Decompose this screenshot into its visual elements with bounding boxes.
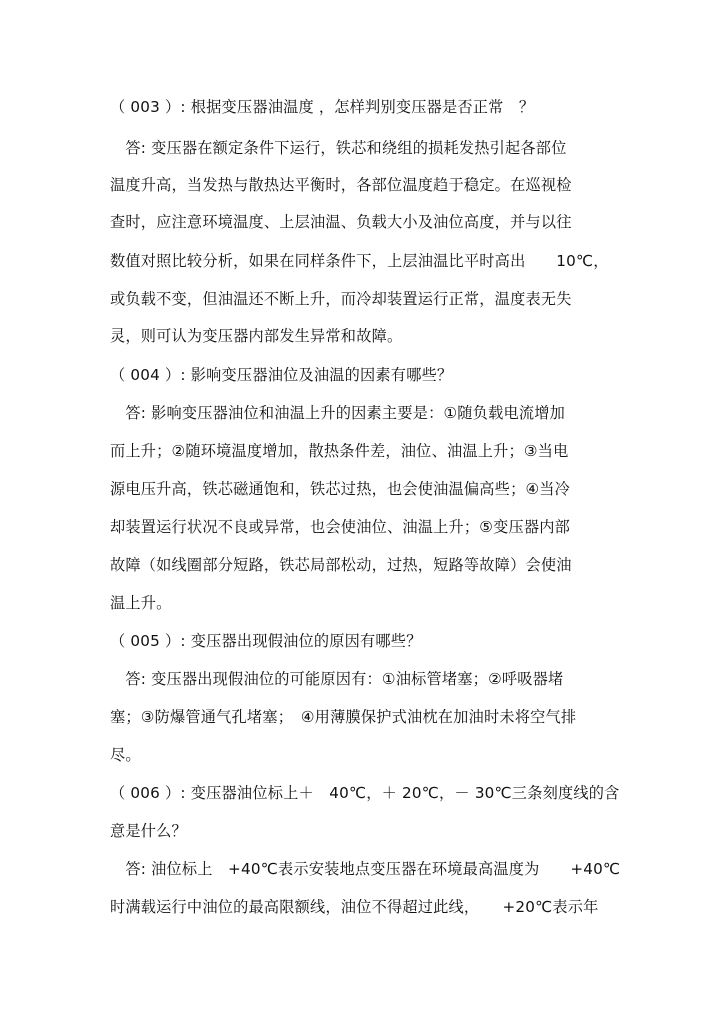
answer-006-line-1: 答: 油位标上 +40℃表示安装地点变压器在环境最高温度为 +40℃ (110, 860, 621, 878)
answer-003-line-5: 或负载不变，但油温还不断上升，而冷却装置运行正常，温度表无失 (110, 290, 572, 308)
answer-005-line-1: 答: 变压器出现假油位的可能原因有：①油标管堵塞；②呼吸器堵 (110, 670, 564, 688)
answer-004-line-4: 却装置运行状况不良或异常，也会使油位、油温上升；⑤变压器内部 (110, 518, 571, 536)
answer-004-line-6: 温上升。 (110, 594, 172, 612)
answer-006-line-2: 时满载运行中油位的最高限额线，油位不得超过此线， +20℃表示年 (110, 898, 599, 916)
answer-003-line-2: 温度升高，当发热与散热达平衡时，各部位温度趋于稳定。在巡视检 (110, 176, 572, 194)
question-006-line-1: （ 006 ）: 变压器油位标上＋ 40℃，＋ 20℃，－ 30℃三条刻度线的含 (110, 784, 620, 802)
answer-005-line-3: 尽。 (110, 746, 141, 764)
question-003: （ 003 ）: 根据变压器油温度 ，怎样判别变压器是否正常 ？ (110, 98, 535, 116)
answer-004-line-1: 答: 影响变压器油位和油温上升的因素主要是：①随负载电流增加 (110, 404, 566, 422)
answer-004-line-5: 故障（如线圈部分短路，铁芯局部松动，过热，短路等故障）会使油 (110, 556, 572, 574)
answer-004-line-2: 而上升；②随环境温度增加，散热条件差，油位、油温上升；③当电 (110, 442, 569, 460)
answer-005-line-2: 塞；③防爆管通气孔堵塞； ④用薄膜保护式油枕在加油时未将空气排 (110, 708, 577, 726)
answer-003-line-3: 查时，应注意环境温度、上层油温、负载大小及油位高度，并与以往 (110, 213, 572, 231)
question-005: （ 005 ）: 变压器出现假油位的原因有哪些？ (110, 632, 422, 650)
answer-003-line-6: 灵，则可认为变压器内部发生异常和故障。 (110, 327, 403, 345)
answer-003-line-4: 数值对照比较分析，如果在同样条件下，上层油温比平时高出 10℃， (110, 252, 609, 270)
answer-004-line-3: 源电压升高，铁芯磁通饱和，铁芯过热，也会使油温偏高些；④当冷 (110, 480, 571, 498)
question-006-line-2: 意是什么？ (110, 822, 187, 840)
question-004: （ 004 ）: 影响变压器油位及油温的因素有哪些？ (110, 366, 453, 384)
answer-003-line-1: 答: 变压器在额定条件下运行，铁芯和绕组的损耗发热引起各部位 (110, 139, 567, 157)
